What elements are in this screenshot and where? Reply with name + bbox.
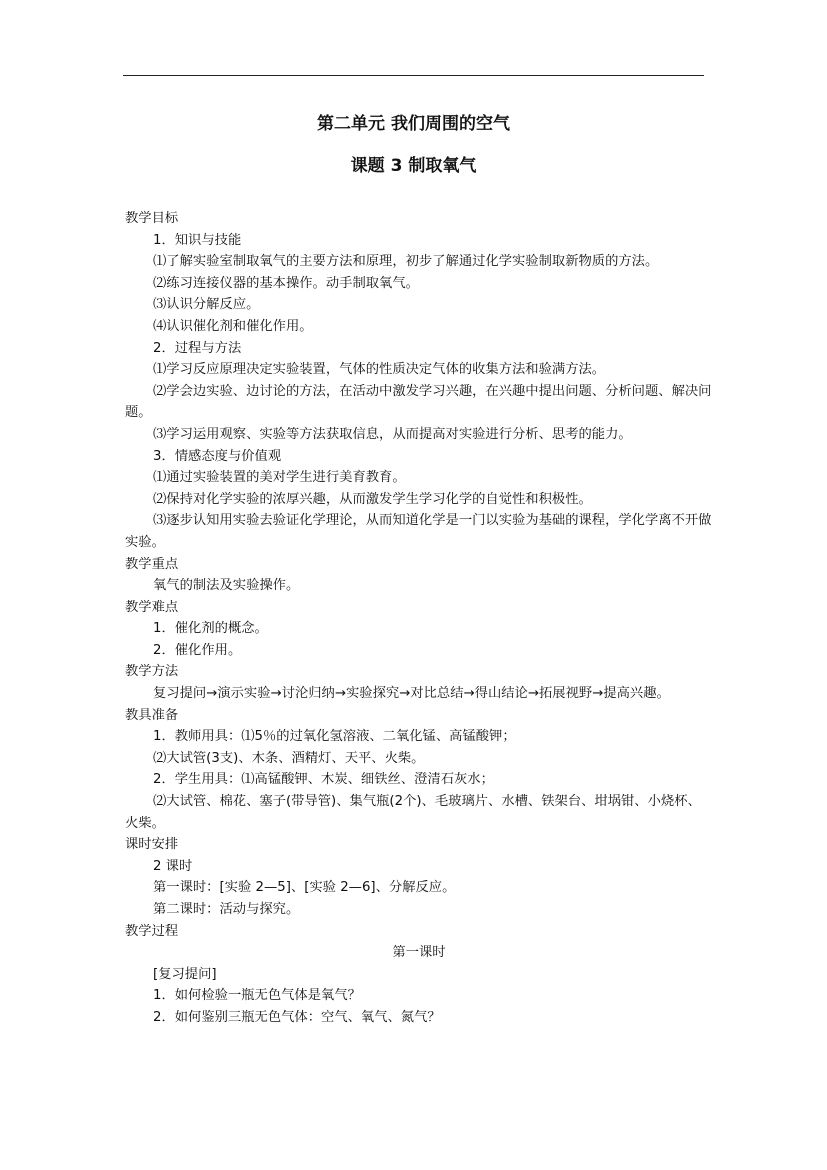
process-item-1: ⑴学习反应原理决定实验装置，气体的性质决定气体的收集方法和验满方法。 [153, 362, 606, 378]
student-materials-2: ⑵大试管、棉花、塞子(带导管)、集气瓶(2个)、毛玻璃片、水槽、铁架台、坩埚钳、小烧杯、火柴。 [125, 794, 701, 831]
knowledge-item-2: ⑵练习连接仪器的基本操作。动手制取氧气。 [153, 275, 419, 291]
knowledge-item-1: ⑴了解实验室制取氧气的主要方法和原理，初步了解通过化学实验制取新物质的方法。 [153, 254, 659, 270]
section-heading-objectives: 教学目标 [125, 211, 179, 226]
subsection-knowledge: 1．知识与技能 [153, 232, 242, 248]
emotion-item-1: ⑴通过实验装置的美对学生进行美育教育。 [153, 470, 406, 486]
session-title: 第一课时 [392, 945, 446, 961]
difficulty-item-2: 2．催化作用。 [153, 642, 242, 658]
section-heading-key-points: 教学重点 [125, 556, 179, 572]
schedule-first: 第一课时：[实验 2—5]、[实验 2—6]、分解反应。 [153, 880, 456, 896]
methods-text: 复习提问→演示实验→讨沦归纳→实验探究→对比总结→得山结论→拓展视野→提高兴趣。 [153, 686, 670, 702]
teacher-materials: 1．教师用具：⑴5％的过氧化氢溶液、二氧化锰、高锰酸钾； [153, 729, 516, 745]
schedule-second: 第二课时：活动与探究。 [153, 902, 300, 917]
review-label: [复习提问] [153, 966, 217, 982]
key-points-text: 氧气的制法及实验操作。 [153, 578, 300, 594]
process-item-2: ⑵学会边实验、边讨论的方法，在活动中激发学习兴趣，在兴趣中提出问题、分析问题、解决问题。 [125, 383, 712, 421]
section-heading-methods: 教学方法 [125, 664, 179, 680]
emotion-item-3: ⑶逐步认知用实验去验证化学理论，从而知道化学是一门以实验为基础的课程，学化学离不开做实验。 [125, 513, 712, 550]
document-body [125, 208, 713, 1029]
emotion-item-2: ⑵保持对化学实验的浓厚兴趣，从而激发学生学习化学的自觉性和积极性。 [153, 491, 592, 507]
knowledge-item-3: ⑶认识分解反应。 [153, 297, 260, 313]
subsection-emotion: 3．情感态度与价值观 [153, 448, 282, 464]
process-item-3: ⑶学习运用观察、实验等方法获取信息，从而提高对实验进行分析、思考的能力。 [153, 426, 632, 442]
review-question-2: 2．如何鉴别三瓶无色气体：空气、氧气、氮气？ [153, 1009, 441, 1025]
unit-title: 第二单元 我们周围的空气 [317, 114, 510, 134]
student-materials: 2．学生用具：⑴高锰酸钾、木炭、细铁丝、澄清石灰水； [153, 772, 494, 788]
section-heading-materials: 教具准备 [125, 707, 179, 723]
section-heading-difficulties: 教学难点 [125, 599, 179, 615]
header-rule [123, 75, 704, 76]
subsection-process: 2．过程与方法 [153, 340, 242, 356]
review-question-1: 1．如何检验一瓶无色气体是氧气？ [153, 988, 361, 1004]
difficulty-item-1: 1．催化剂的概念。 [153, 621, 268, 637]
schedule-total: 2 课时 [153, 858, 193, 874]
section-heading-process: 教学过程 [125, 923, 179, 939]
teacher-materials-2: ⑵大试管(3支)、木条、酒精灯、天平、火柴。 [153, 750, 425, 766]
knowledge-item-4: ⑷认识催化剂和催化作用。 [153, 318, 313, 334]
section-heading-schedule: 课时安排 [125, 837, 179, 853]
lesson-title: 课题 3 制取氧气 [350, 156, 477, 176]
